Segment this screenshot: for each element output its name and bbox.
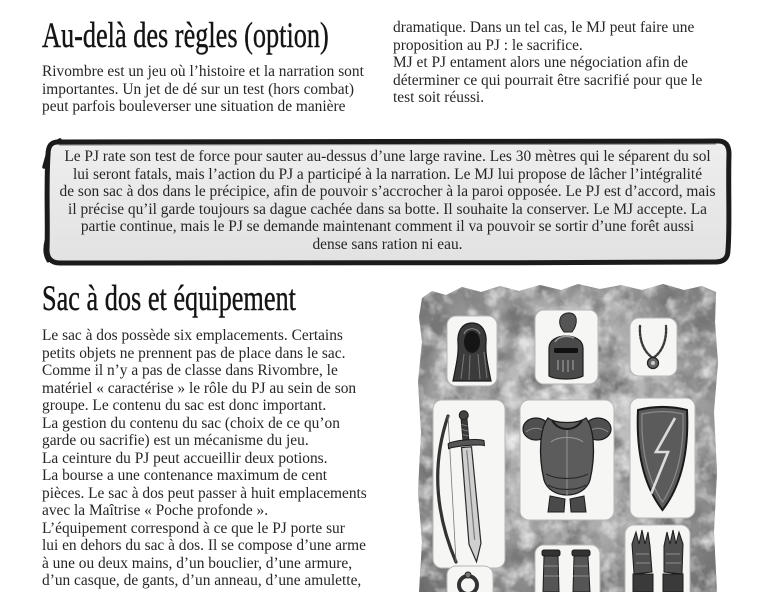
- shield-card: [630, 398, 695, 518]
- section-title-rules: Au-delà des règles (option): [42, 15, 329, 55]
- backpack-column: [42, 327, 407, 590]
- equipment-illustration: [418, 282, 718, 592]
- ring-card: [447, 566, 493, 592]
- gauntlets-card: [625, 525, 690, 592]
- armor-card: [520, 400, 614, 520]
- boots-card: [535, 545, 600, 592]
- example-box: [42, 137, 733, 267]
- paragraph: dramatique. Dans un tel cas, le MJ peut faire une proposition au PJ : le sacrifice.: [393, 19, 695, 54]
- amulet-card: [630, 318, 677, 376]
- paragraph: La ceinture du PJ peut accueillir deux potions.: [42, 449, 328, 467]
- paragraph: MJ et PJ entament alors une négociation afin de déterminer ce qui pourrait être sacrifié pour que le test soit réussi.: [393, 54, 703, 106]
- paragraph: Le sac à dos possède six emplacements. Certains petits objets ne prennent pas de place dans le sac.: [42, 327, 346, 362]
- helmet-card: [535, 310, 598, 384]
- rules-column-left: [42, 63, 387, 116]
- rules-column-right: [393, 19, 743, 107]
- weapon-card: [433, 400, 505, 568]
- hood-card: [447, 316, 497, 386]
- paragraph: La bourse a une contenance maximum de cent pièces. Le sac à dos peut passer à huit emplacements avec la Maîtrise « Poche profonde ».: [42, 467, 367, 519]
- paragraph: Comme il n’y a pas de classe dans Rivombre, le matériel « caractérise » le rôle du PJ au sein de son groupe. Le contenu du sac est donc important.: [42, 362, 357, 414]
- paragraph: La gestion du contenu du sac (choix de ce qu’on garde ou sacrifie) est un mécanisme du jeu.: [42, 414, 340, 449]
- section-title-backpack: Sac à dos et équipement: [42, 278, 296, 318]
- example-text: Le PJ rate son test de force pour sauter au-dessus d’une large ravine. Les 30 mètres qui le séparent du sol lui seront fatals, mais l’action du PJ a participé à la narration. Le MJ lui propose de lâcher l’intégralité de son sac à dos dans le précipice, afin de pouvoir s’accrocher à la paroi opposée. Le PJ est d’accord, mais il précise qu’il garde toujours sa dague cachée dans sa botte. Il souhaite la conserver. Le MJ accepte. La partie continue, mais le PJ se demande maintenant comment il va pouvoir se sortir d’une forêt aussi dense sans ration ni eau.: [59, 148, 716, 253]
- paragraph: L’équipement correspond à ce que le PJ porte sur lui en dehors du sac à dos. Il se compose d’une arme à une ou deux mains, d’un bouclier, d’une armure, d’un casque, de gants, d’un anneau, d’une amulette,: [42, 519, 366, 589]
- paragraph: Rivombre est un jeu où l’histoire et la narration sont importantes. Un jet de dé sur un test (hors combat) peut parfois bouleverser une situation de manière: [42, 63, 364, 115]
